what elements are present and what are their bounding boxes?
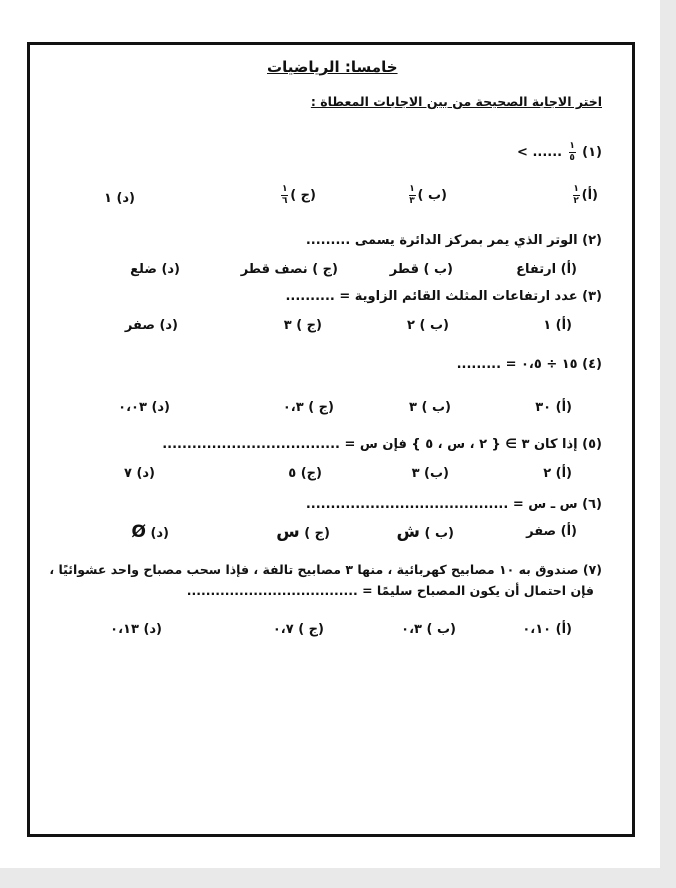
question-number: (١) [582,145,602,160]
question-number: (٣) [582,289,602,304]
question-stem: عدد ارتفاعات المثلث القائم الزاوية = .......... [285,289,578,304]
answer-option[interactable]: (ب ) $\frac{١}{٣}$ [409,184,447,206]
question-6 [306,497,602,513]
answer-option[interactable]: (ج ) ٣ [283,318,322,333]
question-7-continuation: فإن احتمال أن يكون المصباح سليمًا = .................................... [186,583,594,598]
question-number: (٥) [582,437,602,452]
question-3 [285,289,602,305]
question-number: (٦) [582,497,602,512]
answer-option[interactable]: (أ) ٢ [543,466,572,481]
answer-option[interactable]: (أ) ارتفاع [516,262,577,277]
question-5 [162,437,602,453]
question-stem: الوتر الذي يمر بمركز الدائرة يسمى ......... [305,233,578,248]
answer-option[interactable]: (د) Ø [131,522,169,542]
answer-option[interactable]: (ب ) ٢ [407,318,449,333]
answer-option[interactable]: (أ) ١ [543,318,572,333]
answer-option[interactable]: (د) صفر [124,318,178,333]
answer-option[interactable]: (د) ٧ [123,466,155,481]
question-number: (٢) [582,233,602,248]
answer-option[interactable]: (د) ١ [103,191,135,206]
question-2 [306,233,602,249]
empty-set-icon: Ø [131,522,146,542]
answer-option[interactable]: (ج ) نصف قطر [240,262,338,277]
answer-option[interactable]: (ج ) ٠،٣ [282,400,334,415]
question-7 [49,562,602,578]
answer-option[interactable]: (أ) $\frac{١}{٢}$ [573,184,598,206]
fraction: $\frac{١}{٥}$ [569,141,575,163]
answer-option[interactable]: (د) ٠،١٣ [110,622,162,637]
answer-option[interactable]: (أ) ٠،١٠ [522,622,572,637]
answer-option[interactable]: (ب ) ٣ [409,400,451,415]
answer-option[interactable]: (د) ٠،٠٣ [118,400,170,415]
question-1 [517,142,602,163]
answer-option[interactable]: (د) ضلع [130,262,180,277]
answer-option[interactable]: (ج ) ٠،٧ [272,622,324,637]
question-number: (٤) [582,357,602,372]
answer-option[interactable]: (ج) ٥ [288,466,322,481]
answer-option[interactable]: (ب ) قطر [389,262,453,277]
answer-option[interactable]: (ب) ٣ [411,466,449,481]
question-stem: < ...... [517,145,563,160]
question-stem: ١٥ ÷ ٠،٥ = ......... [456,357,578,372]
question-stem: إذا كان ٣ ∋ { ٢ ، س ، ٥ } فإن س = .................................... [162,437,578,452]
instruction-text: اختر الاجابة الصحيحة من بين الاجابات المعطاة : [310,94,602,109]
answer-option[interactable]: (أ) صفر [526,524,577,539]
question-stem: صندوق به ١٠ مصابيح كهربائية ، منها ٣ مصابيح تالفة ، فإذا سحب مصباح واحد عشوائيًا ، [49,562,579,577]
section-title: خامسا: الرياضيات [267,58,398,76]
question-4 [457,357,602,373]
answer-option[interactable]: (أ) ٣٠ [535,400,572,415]
answer-option[interactable]: (ب ) ٠،٣ [401,622,456,637]
answer-option[interactable]: (ب ) ش [396,522,454,542]
answer-option[interactable]: (ج ) $\frac{١}{٦}$ [281,184,316,206]
question-stem: س ـ س = ......................................... [305,497,578,512]
question-number: (٧) [582,562,602,577]
answer-option[interactable]: (ج ) س [276,522,330,542]
